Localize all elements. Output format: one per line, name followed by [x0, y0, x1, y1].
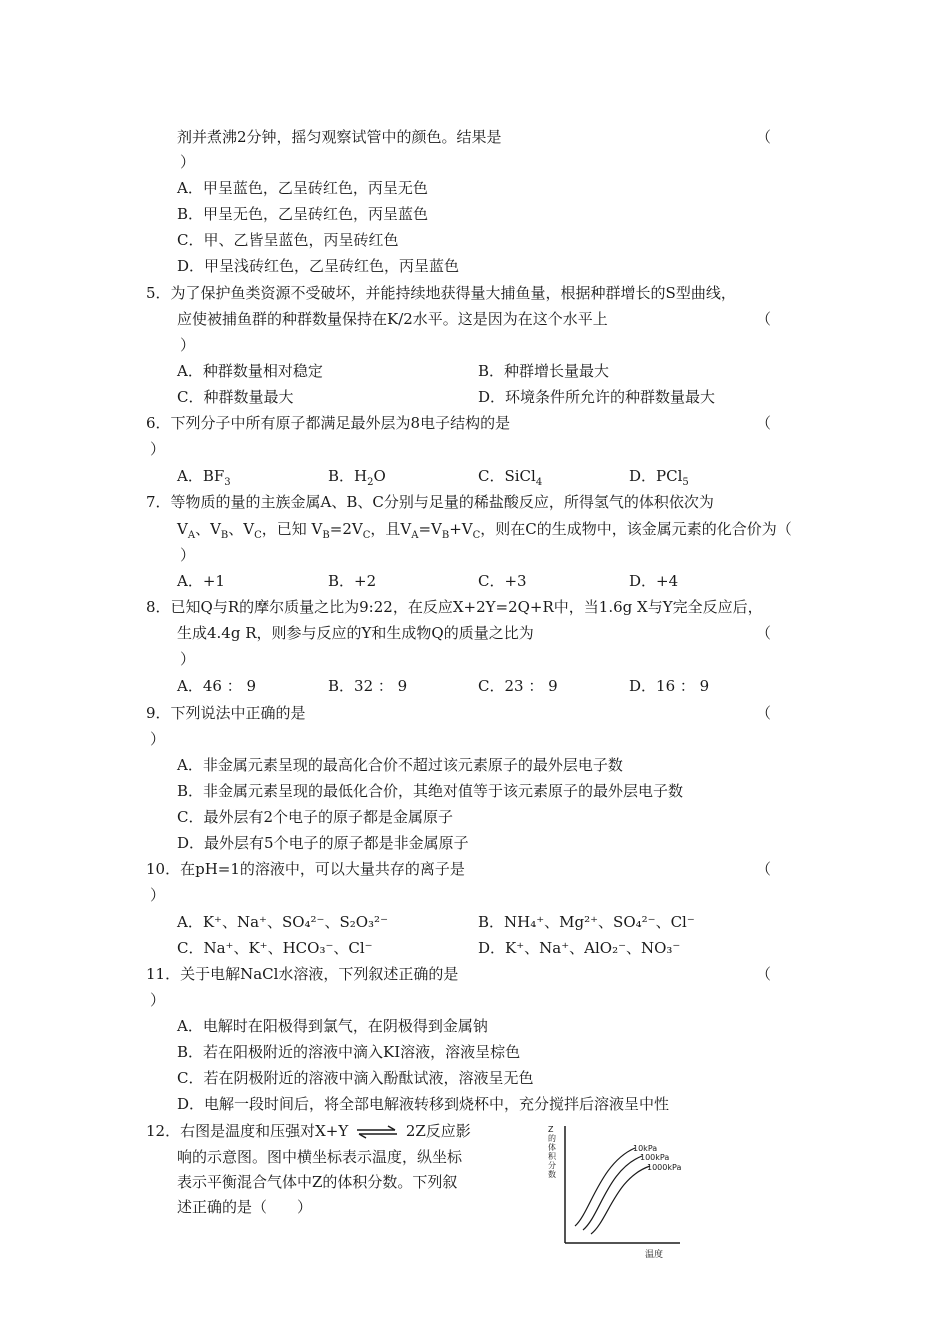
q6-option-c: C．SiCl$_4$	[478, 467, 543, 488]
q10-answer-paren-close: ）	[150, 886, 166, 904]
q9-option-d: D．最外层有5个电子的原子都是非金属原子	[177, 834, 469, 852]
q4-answer-paren-open: （	[756, 128, 772, 146]
q5-option-a: A．种群数量相对稳定	[177, 362, 323, 380]
q12-stem-line-1: 12．右图是温度和压强对X+Y 2Z反应影	[146, 1122, 471, 1140]
q11-stem-line: 11．关于电解NaCl水溶液，下列叙述正确的是	[146, 965, 459, 983]
q8-answer-paren-close: ）	[180, 650, 196, 668]
q4-option-a: A．甲呈蓝色，乙呈砖红色，丙呈无色	[177, 179, 428, 197]
q5-stem-line-1: 5．为了保护鱼类资源不受破坏，并能持续地获得量大捕鱼量，根据种群增长的S型曲线，	[146, 284, 736, 302]
q10-stem-line: 10．在pH=1的溶液中，可以大量共存的离子是	[146, 860, 465, 878]
q5-option-d: D．环境条件所允许的种群数量最大	[478, 388, 716, 406]
q9-option-a: A．非金属元素呈现的最高化合价不超过该元素原子的最外层电子数	[177, 756, 623, 774]
q7-option-d: D．+4	[629, 572, 679, 590]
q12-stem-line-4: 述正确的是（ ）	[177, 1198, 313, 1216]
q4-stem-line: 剂并煮沸2分钟，摇匀观察试管中的颜色。结果是	[177, 128, 502, 146]
series-label-100kpa: 100kPa	[640, 1153, 670, 1162]
q7-stem-line-2: $V_A$、$V_B$、$V_C$，已知 $V_B=2V_C$，且$V_A=V_B+V_C$，则在C的生成物中，该金属元素的化合价为（	[177, 520, 792, 541]
q7-option-b: B．+2	[328, 572, 377, 590]
q8-stem-line-1: 8．已知Q与R的摩尔质量之比为9:22，在反应X+2Y=2Q+R中，当1.6g X与Y完全反应后，	[146, 598, 763, 616]
q8-option-c: C．23 ： 9	[478, 677, 558, 695]
q6-stem-line: 6．下列分子中所有原子都满足最外层为8电子结构的是	[146, 414, 511, 432]
q7-option-a: A．+1	[177, 572, 225, 590]
q6-option-b: B．$H_2O$	[328, 467, 386, 488]
q9-answer-paren-close: ）	[150, 730, 166, 748]
q12-stem-line-3: 表示平衡混合气体中Z的体积分数。下列叙	[177, 1173, 458, 1191]
series-label-1000kpa: 1000kPa	[647, 1163, 682, 1172]
graph-x-label: 温度	[645, 1250, 664, 1260]
q10-option-b: B．NH₄⁺、Mg²⁺、SO₄²⁻、Cl⁻	[478, 913, 695, 931]
q10-answer-paren-open: （	[756, 860, 772, 878]
graph-y-label: Z 的 体 积 分 数	[548, 1125, 556, 1179]
q5-answer-paren-open: （	[756, 310, 772, 328]
q7-stem-line-1: 7．等物质的量的主族金属A、B、C分别与足量的稀盐酸反应，所得氢气的体积依次为	[146, 493, 714, 511]
q8-stem-line-2: 生成4.4g R，则参与反应的Y和生成物Q的质量之比为	[177, 624, 534, 642]
q10-option-c: C．Na⁺、K⁺、HCO₃⁻、Cl⁻	[177, 939, 373, 957]
q4-option-c: C．甲、乙皆呈蓝色，丙呈砖红色	[177, 231, 399, 249]
q4-option-b: B．甲呈无色，乙呈砖红色，丙呈蓝色	[177, 205, 429, 223]
q9-option-b: B．非金属元素呈现的最低化合价，其绝对值等于该元素原子的最外层电子数	[177, 782, 684, 800]
q11-option-c: C．若在阴极附近的溶液中滴入酚酞试液，溶液呈无色	[177, 1069, 534, 1087]
equilibrium-arrow-icon	[355, 1125, 399, 1139]
q4-answer-paren-close: ）	[180, 153, 196, 171]
q9-answer-paren-open: （	[756, 704, 772, 722]
q9-stem-line: 9．下列说法中正确的是	[146, 704, 306, 722]
q11-answer-paren-open: （	[756, 965, 772, 983]
q5-stem-line-2: 应使被捕鱼群的种群数量保持在K/2水平。这是因为在这个水平上	[177, 310, 608, 328]
q8-option-b: B．32 ： 9	[328, 677, 408, 695]
q11-option-b: B．若在阳极附近的溶液中滴入KI溶液，溶液呈棕色	[177, 1043, 521, 1061]
q7-answer-paren-close: ）	[180, 546, 196, 564]
q7-option-c: C．+3	[478, 572, 527, 590]
q10-option-a: A．K⁺、Na⁺、SO₄²⁻、S₂O₃²⁻	[177, 913, 388, 931]
q8-answer-paren-open: （	[756, 624, 772, 642]
q6-answer-paren-open: （	[756, 414, 772, 432]
q5-answer-paren-close: ）	[180, 336, 196, 354]
q5-option-c: C．种群数量最大	[177, 388, 294, 406]
q12-stem-line-2: 响的示意图。图中横坐标表示温度，纵坐标	[177, 1148, 463, 1166]
curve-1000kpa	[591, 1166, 650, 1234]
q5-option-b: B．种群增长量最大	[478, 362, 610, 380]
q6-answer-paren-close: ）	[150, 440, 166, 458]
q9-option-c: C．最外层有2个电子的原子都是金属原子	[177, 808, 454, 826]
q8-option-a: A．46 ： 9	[177, 677, 256, 695]
q11-option-d: D．电解一段时间后，将全部电解液转移到烧杯中，充分搅拌后溶液呈中性	[177, 1095, 670, 1113]
series-label-10kpa: 10kPa	[633, 1144, 658, 1153]
q6-option-d: D．PCl$_5$	[629, 467, 689, 488]
q6-option-a: A．$BF_3$	[177, 467, 231, 488]
q4-option-d: D．甲呈浅砖红色，乙呈砖红色，丙呈蓝色	[177, 257, 460, 275]
q11-option-a: A．电解时在阳极得到氯气，在阴极得到金属钠	[177, 1017, 488, 1035]
curve-100kpa	[583, 1156, 642, 1230]
q12-equilibrium-graph	[545, 1118, 685, 1263]
q11-answer-paren-close: ）	[150, 991, 166, 1009]
q10-option-d: D．K⁺、Na⁺、AlO₂⁻、NO₃⁻	[478, 939, 681, 957]
q8-option-d: D．16 ： 9	[629, 677, 710, 695]
